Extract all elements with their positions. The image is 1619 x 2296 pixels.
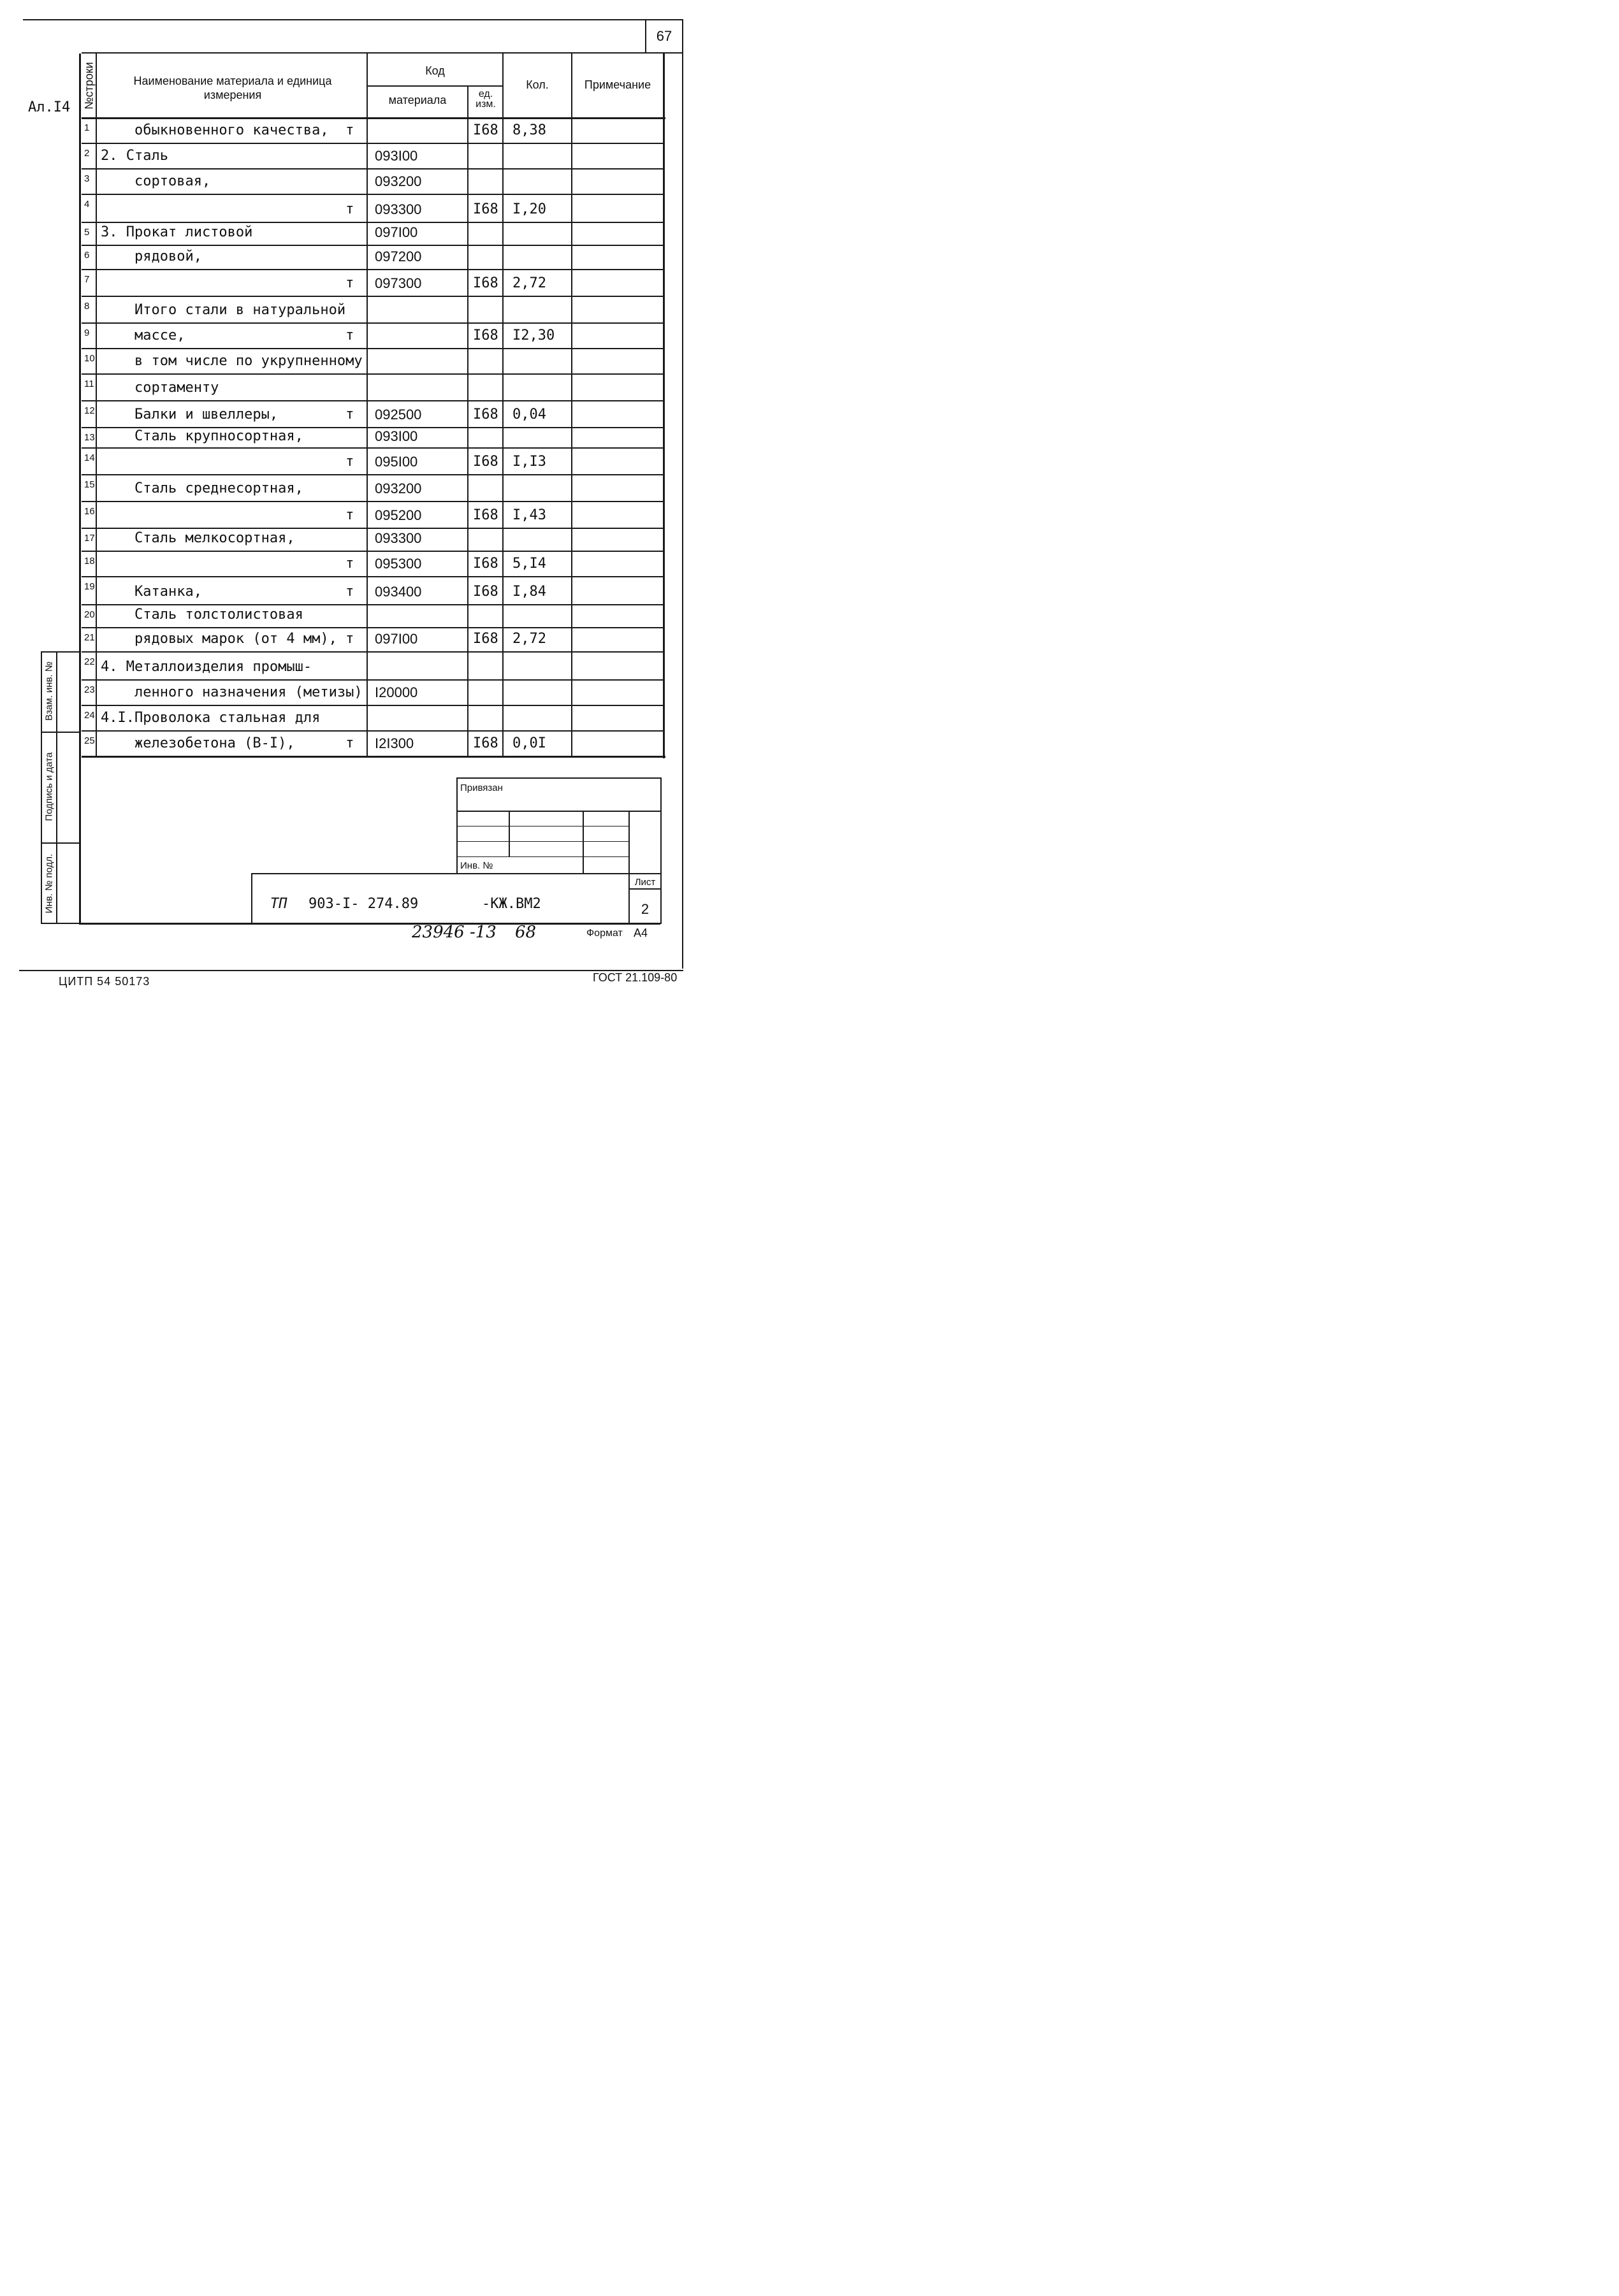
row-name: т [101, 275, 354, 291]
row-number: 6 [84, 250, 90, 261]
row-unit: I68 [473, 507, 498, 523]
row-number: 4 [84, 199, 90, 210]
row-number: 7 [84, 274, 90, 285]
privyazan-label: Привязан [460, 783, 503, 793]
row-number: 10 [84, 353, 95, 364]
row-number: 21 [84, 632, 95, 643]
table-row [82, 246, 664, 270]
row-number: 23 [84, 684, 95, 695]
row-name: рядовых марок (от 4 мм), т [101, 631, 354, 647]
header-qty: Кол. [526, 78, 549, 91]
row-name: сортовая, [101, 173, 211, 189]
header-name: Наименование материала и единица измерения [133, 75, 332, 101]
row-code: 093I00 [375, 148, 418, 164]
row-code: 097200 [375, 249, 422, 264]
table-row [82, 605, 664, 628]
row-unit: I68 [473, 631, 498, 647]
row-number: 16 [84, 506, 95, 517]
row-code: 092500 [375, 407, 422, 422]
row-number: 11 [84, 379, 94, 389]
doc-number: 903-I- 274.89 [309, 896, 419, 912]
handwritten-page: 68 [515, 923, 537, 942]
row-name: в том числе по укрупненному [101, 353, 363, 369]
table-row [82, 552, 664, 577]
row-code: 097I00 [375, 631, 418, 647]
inv-no-label: Инв. № [460, 860, 493, 871]
doc-suffix: -КЖ.ВМ2 [482, 896, 541, 912]
row-name: Сталь среднесортная, [101, 480, 303, 496]
row-number: 24 [84, 710, 95, 721]
row-name: 2. Сталь [101, 148, 168, 164]
row-code: 097I00 [375, 224, 418, 240]
table-row [82, 428, 664, 449]
row-unit: I68 [473, 201, 498, 217]
table-row [82, 653, 664, 681]
row-code: 095200 [375, 507, 422, 523]
row-number: 13 [84, 432, 95, 443]
row-unit: I68 [473, 735, 498, 751]
table-row [82, 529, 664, 552]
sheet-label-cell: Лист [634, 877, 656, 888]
row-qty: I,20 [512, 201, 546, 217]
row-name: рядовой, [101, 249, 202, 264]
row-name: т [101, 454, 354, 470]
table-row [82, 449, 664, 475]
row-number: 14 [84, 452, 95, 463]
format-label: Формат [586, 928, 623, 939]
row-qty: I2,30 [512, 328, 555, 343]
page-number: 67 [656, 28, 672, 44]
stamp-vzam: Взам. инв. № [43, 661, 55, 721]
row-unit: I68 [473, 407, 498, 422]
table-row [82, 119, 664, 144]
row-name: т [101, 201, 354, 217]
handwritten-number: 23946 -13 [412, 923, 497, 942]
row-code: 093I00 [375, 428, 418, 444]
row-code: 093200 [375, 173, 422, 189]
table-row [82, 324, 664, 349]
row-qty: I,I3 [512, 454, 546, 470]
table-row [82, 706, 664, 732]
row-unit: I68 [473, 122, 498, 138]
table-row [82, 577, 664, 605]
row-code: 095300 [375, 556, 422, 572]
row-name: массе, т [101, 328, 354, 343]
table-row [82, 375, 664, 401]
row-number: 17 [84, 533, 95, 544]
row-name: т [101, 556, 354, 572]
row-name: Катанка, т [101, 584, 354, 600]
header-code-unit: ед. изм. [476, 89, 496, 110]
row-name: ленного назначения (метизы) [101, 684, 363, 700]
row-code: 093400 [375, 584, 422, 600]
row-code: I20000 [375, 684, 418, 700]
row-qty: 0,0I [512, 735, 546, 751]
row-name: обыкновенного качества, т [101, 122, 354, 138]
row-number: 15 [84, 479, 95, 490]
row-name: Итого стали в натуральной [101, 302, 346, 318]
header-code: Код [425, 64, 445, 77]
row-number: 8 [84, 301, 90, 312]
row-name: железобетона (В-I), т [101, 735, 354, 751]
row-name: Сталь толстолистовая [101, 607, 303, 623]
row-unit: I68 [473, 328, 498, 343]
doc-prefix: ТП [270, 896, 287, 912]
header-note: Примечание [584, 78, 651, 91]
footer-right: ГОСТ 21.109-80 [593, 971, 678, 984]
table-row [82, 349, 664, 375]
table-row [82, 170, 664, 195]
row-name: Балки и швеллеры, т [101, 407, 354, 422]
header-code-material: материала [388, 94, 447, 106]
row-code: 093300 [375, 530, 422, 546]
row-name: Сталь крупносортная, [101, 428, 303, 444]
row-qty: I,43 [512, 507, 546, 523]
stamp-podpis: Подпись и дата [43, 752, 55, 821]
row-number: 12 [84, 405, 95, 416]
table-row [82, 223, 664, 246]
row-number: 20 [84, 609, 95, 620]
row-code: 093300 [375, 201, 422, 217]
row-code: 097300 [375, 275, 422, 291]
table-row [82, 475, 664, 502]
format-value: А4 [634, 927, 648, 939]
row-number: 22 [84, 656, 95, 667]
row-name: т [101, 507, 354, 523]
table-row [82, 502, 664, 529]
row-number: 1 [84, 122, 90, 133]
stamp-inv-podl: Инв. № подл. [43, 853, 55, 914]
row-unit: I68 [473, 454, 498, 470]
row-number: 2 [84, 148, 90, 159]
row-qty: 0,04 [512, 407, 546, 422]
row-number: 5 [84, 227, 90, 238]
row-qty: 2,72 [512, 631, 546, 647]
sheet-number: 2 [641, 901, 650, 917]
row-qty: 8,38 [512, 122, 546, 138]
row-code: 093200 [375, 480, 422, 496]
table-row [82, 681, 664, 706]
row-code: I2I300 [375, 735, 414, 751]
row-unit: I68 [473, 275, 498, 291]
row-number: 19 [84, 581, 95, 592]
table-row [82, 732, 664, 757]
header-row-no: №строки [82, 62, 96, 110]
table-row [82, 297, 664, 324]
table-row [82, 628, 664, 653]
row-qty: 2,72 [512, 275, 546, 291]
table-row [82, 144, 664, 170]
table-row [82, 270, 664, 297]
row-name: 4.I.Проволока стальная для [101, 710, 321, 726]
sheet-label: Ал.I4 [28, 99, 71, 115]
row-name: Сталь мелкосортная, [101, 530, 295, 546]
table-row [82, 401, 664, 428]
row-qty: I,84 [512, 584, 546, 600]
row-name: 4. Металлоизделия промыш- [101, 659, 312, 675]
row-name: сортаменту [101, 380, 219, 396]
row-code: 095I00 [375, 454, 418, 470]
table-row [82, 195, 664, 223]
row-number: 25 [84, 735, 95, 746]
row-number: 3 [84, 173, 90, 184]
row-name: 3. Прокат листовой [101, 224, 253, 240]
row-number: 9 [84, 328, 90, 338]
row-number: 18 [84, 556, 95, 567]
row-unit: I68 [473, 584, 498, 600]
footer-left: ЦИТП 54 50173 [59, 975, 150, 988]
row-unit: I68 [473, 556, 498, 572]
row-qty: 5,I4 [512, 556, 546, 572]
